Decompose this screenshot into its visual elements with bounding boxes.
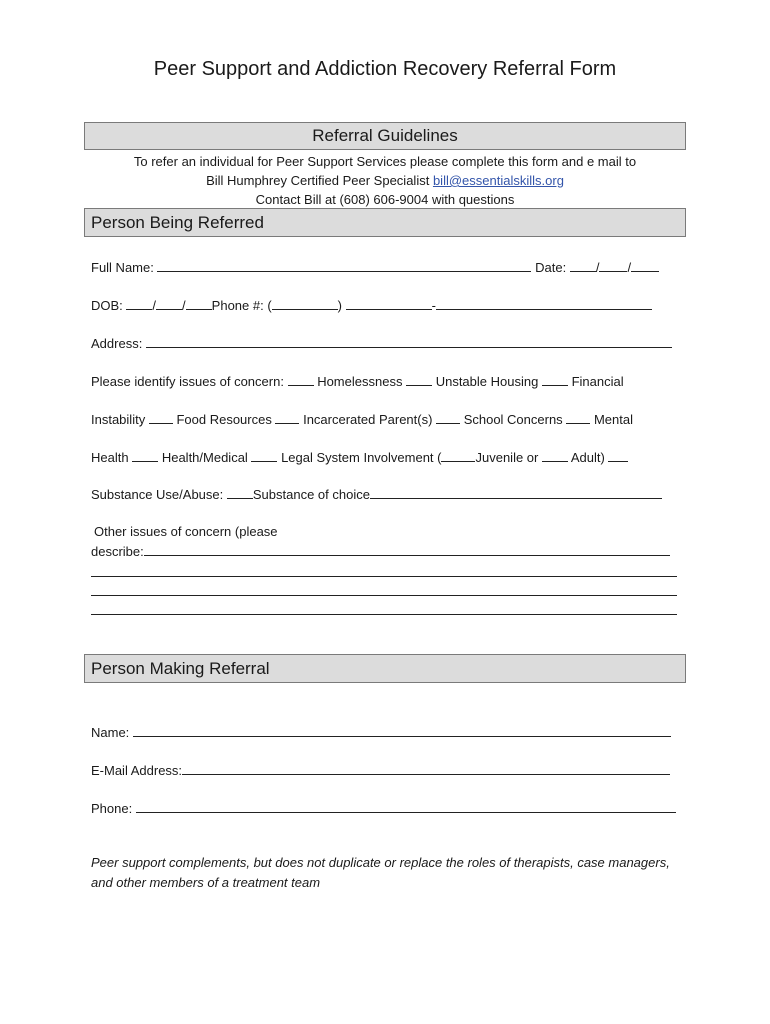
substance-choice-field[interactable] (370, 486, 662, 499)
full-name-label: Full Name: (91, 260, 154, 275)
legal-system-check[interactable] (251, 449, 277, 462)
mental-health-check[interactable] (566, 411, 590, 424)
financial-instability-check[interactable] (542, 373, 568, 386)
date-day-field[interactable] (599, 259, 627, 272)
footer-note: Peer support complements, but does not duplicate or replace the roles of therapists, case managers, and other members of a treatment team (91, 855, 670, 890)
guidelines-line-3: Contact Bill at (608) 606-9004 with questions (255, 192, 515, 207)
legal-system-label: Legal System Involvement ( (281, 450, 442, 465)
dob-month-field[interactable] (126, 297, 152, 310)
unstable-housing-label: Unstable Housing (435, 374, 539, 389)
referrer-name-label: Name: (91, 725, 130, 740)
issues-row-2 (91, 411, 681, 427)
other-issues-line-2[interactable] (91, 576, 677, 577)
homelessness-check[interactable] (288, 373, 314, 386)
date-label: Date: (535, 260, 567, 275)
school-concerns-check[interactable] (436, 411, 460, 424)
section-person-being-referred: Person Being Referred (84, 208, 686, 237)
referrer-phone-label: Phone: (91, 801, 133, 816)
financial-label: Financial (571, 374, 624, 389)
substance-check[interactable] (227, 486, 253, 499)
full-name-field[interactable] (157, 259, 531, 272)
issues-row-3 (91, 449, 681, 465)
referrer-email-field[interactable] (182, 762, 670, 775)
other-issues-field[interactable] (144, 543, 670, 556)
guidelines-line-2 (0, 173, 770, 188)
email-link[interactable]: bill@essentialskills.org (432, 173, 564, 188)
specialist-text: Bill Humphrey Certified Peer Specialist (206, 173, 430, 188)
unstable-housing-check[interactable] (406, 373, 432, 386)
issues-row-1 (91, 373, 681, 389)
substance-choice-label: Substance of choice (252, 487, 370, 502)
health-medical-check[interactable] (132, 449, 158, 462)
referrer-phone-field[interactable] (136, 800, 676, 813)
juvenile-label: Juvenile or (475, 450, 539, 465)
mental-label: Mental (593, 412, 633, 427)
other-issues-line-3[interactable] (91, 595, 677, 596)
school-concerns-label: School Concerns (463, 412, 563, 427)
referrer-email-row (91, 762, 681, 778)
health-label: Health (91, 450, 129, 465)
adult-label: Adult) (570, 450, 605, 465)
phone-prefix-field[interactable] (346, 297, 432, 310)
substance-row (91, 486, 681, 502)
phone-label: Phone #: (211, 298, 264, 313)
referrer-name-row (91, 724, 681, 740)
full-name-row: Full Name: Date: / / (91, 259, 681, 275)
substance-label: Substance Use/Abuse: (91, 487, 224, 502)
other-issues-row (91, 543, 681, 559)
instability-label: Instability (91, 412, 146, 427)
guidelines-heading: Referral Guidelines (84, 122, 686, 150)
referrer-email-label: E-Mail Address: (91, 763, 183, 778)
dob-year-field[interactable] (186, 297, 212, 310)
juvenile-check[interactable] (441, 449, 475, 462)
food-resources-check[interactable] (149, 411, 173, 424)
page-title: Peer Support and Addiction Recovery Referral Form (153, 58, 617, 80)
health-medical-label: Health/Medical (161, 450, 248, 465)
address-row (91, 335, 681, 351)
referrer-phone-row (91, 800, 681, 816)
guidelines-line-1: To refer an individual for Peer Support Services please complete this form and e mail to (133, 154, 637, 169)
other-issues-label-1: Other issues of concern (please (94, 524, 278, 539)
dob-row: DOB: / / Phone #: ( ) - (91, 297, 681, 313)
date-month-field[interactable] (570, 259, 596, 272)
phone-area-field[interactable] (272, 297, 338, 310)
adult-check[interactable] (542, 449, 568, 462)
other-issues-line-4[interactable] (91, 614, 677, 615)
dob-label: DOB: (91, 298, 123, 313)
incarcerated-parent-label: Incarcerated Parent(s) (303, 412, 433, 427)
describe-label: describe: (91, 544, 144, 559)
date-year-field[interactable] (631, 259, 659, 272)
referrer-name-field[interactable] (133, 724, 671, 737)
homelessness-label: Homelessness (317, 374, 403, 389)
address-label: Address: (91, 336, 143, 351)
legal-extra-field[interactable] (608, 449, 628, 462)
food-resources-label: Food Resources (176, 412, 272, 427)
dob-day-field[interactable] (156, 297, 182, 310)
address-field[interactable] (146, 335, 672, 348)
section-person-making-referral: Person Making Referral (84, 654, 686, 683)
phone-line-field[interactable] (436, 297, 652, 310)
issues-intro: Please identify issues of concern: (91, 374, 284, 389)
incarcerated-parent-check[interactable] (275, 411, 299, 424)
